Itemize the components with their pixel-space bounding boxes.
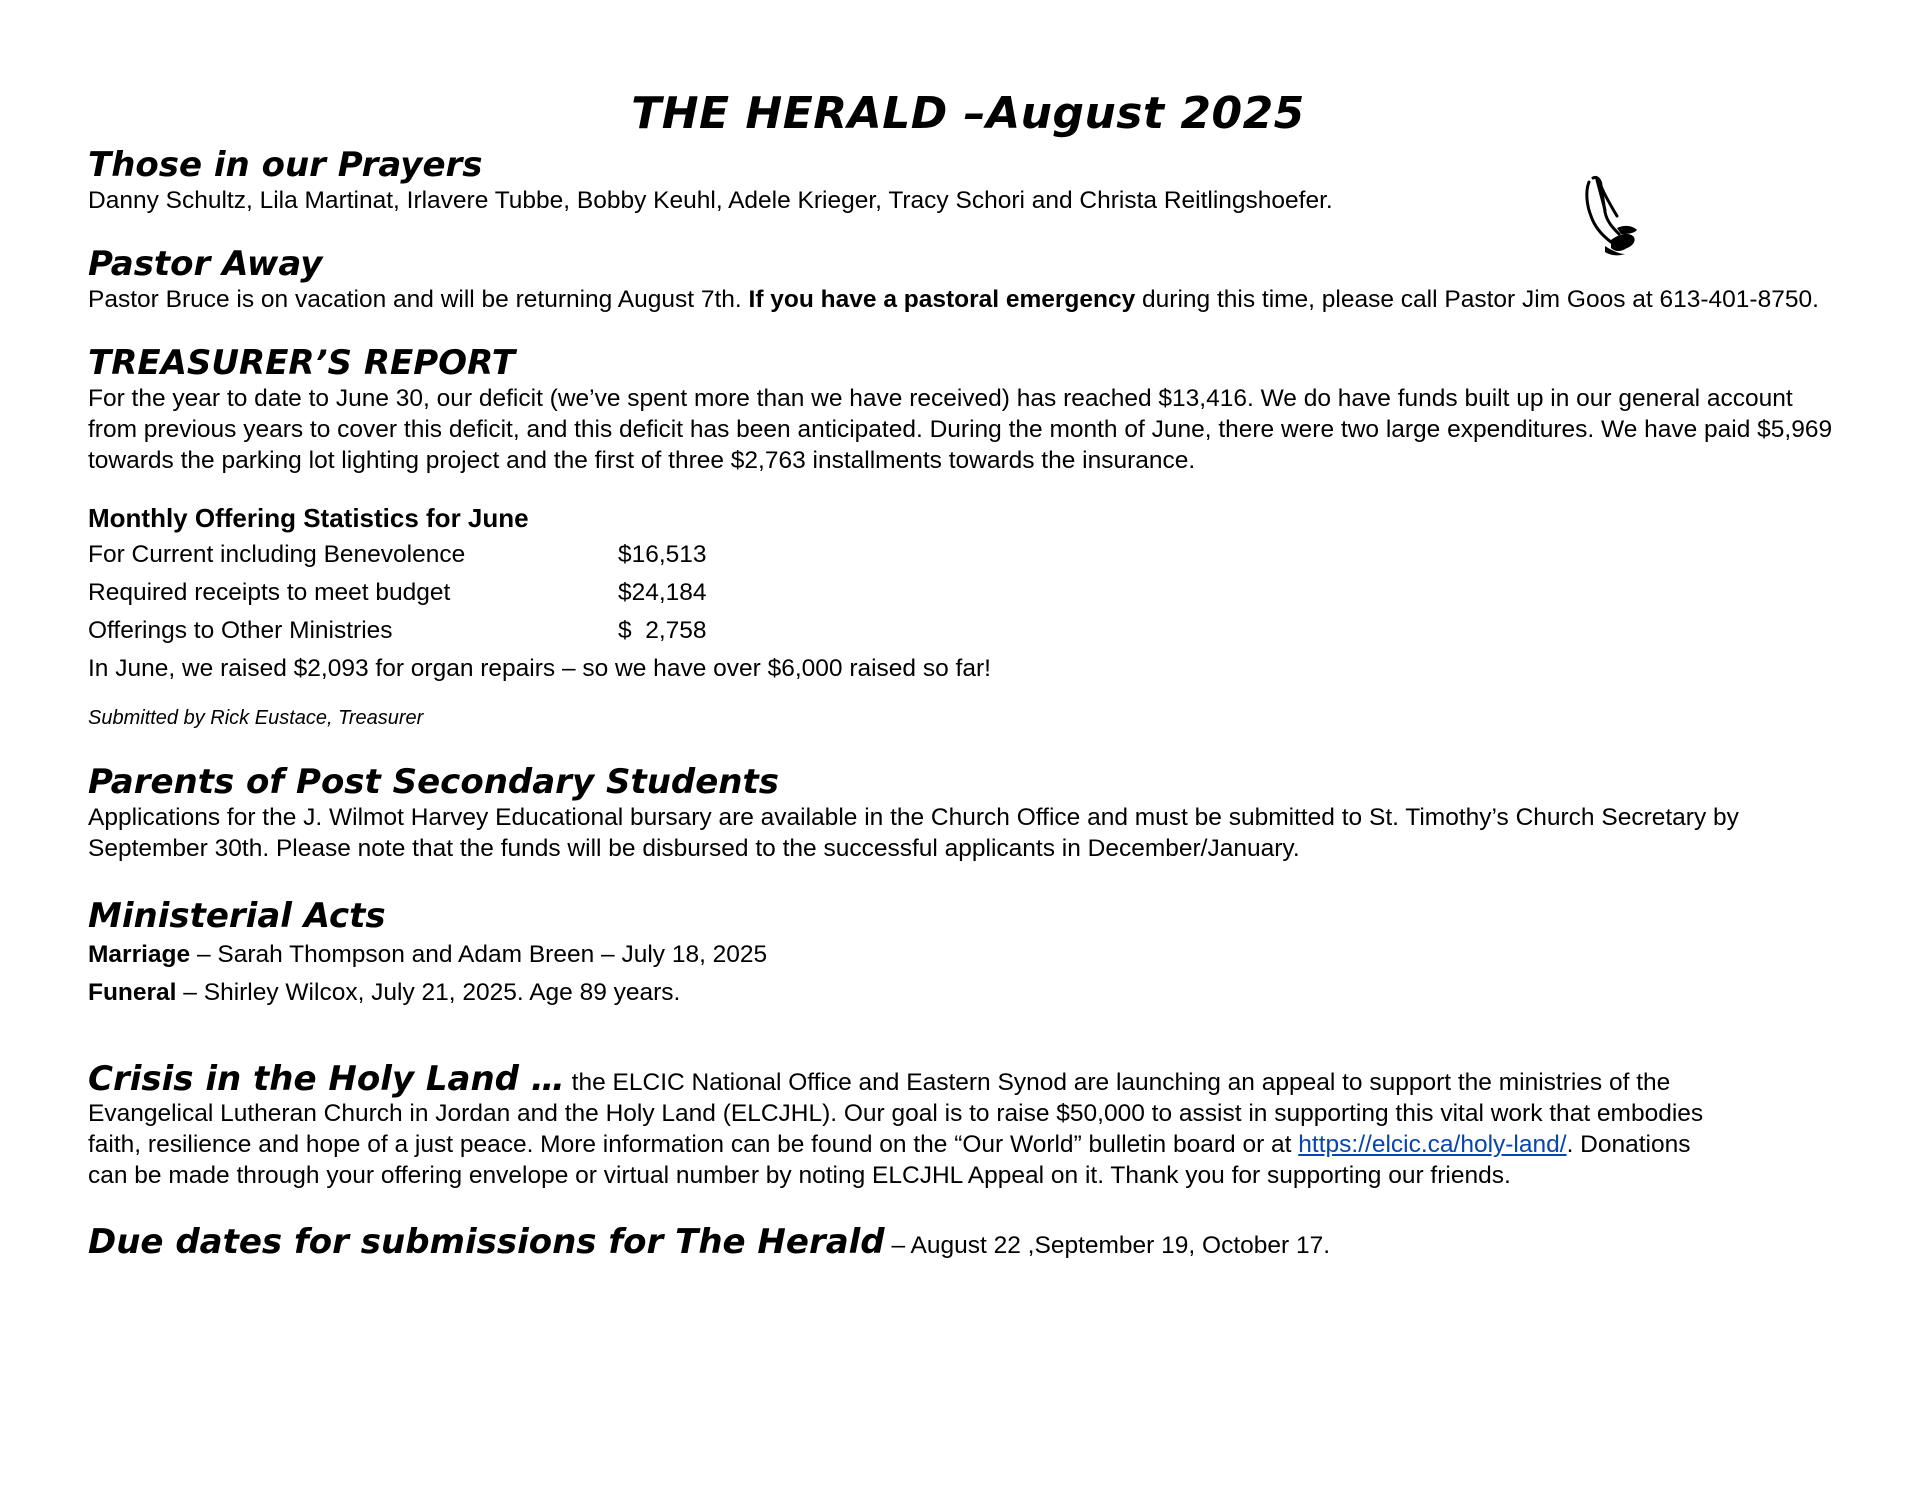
marriage-text: – Sarah Thompson and Adam Breen – July 18, 2025 xyxy=(190,941,768,968)
pastor-text xyxy=(88,284,1848,315)
acts-heading: Ministerial Acts xyxy=(88,896,386,936)
stat-value: $16,513 xyxy=(618,541,707,568)
crisis-section xyxy=(88,1059,1728,1191)
stat-row xyxy=(88,612,1848,650)
crisis-text-end: . Donations can be made through your offering envelope or virtual number by noting ELCJHL Appeal on it. Thank you for supporting our friends. xyxy=(88,1131,1691,1189)
students-section xyxy=(88,762,1848,864)
funeral-row xyxy=(88,974,1848,1012)
stats-heading: Monthly Offering Statistics for June xyxy=(88,503,529,533)
submitted-by: Submitted by Rick Eustace, Treasurer xyxy=(88,707,424,729)
crisis-text-start: the ELCIC National Office and Eastern Synod are launching an appeal to support the ministries of the Evangelical Lutheran Church in Jordan and the Holy Land (ELCJHL). Our goal is to raise $50,000 to assist in supporting this vital work that embodies faith, resilience and hope of a just peace. More information can be found on the “Our World” bulletin board or at xyxy=(88,1069,1704,1158)
pastor-emergency-bold: If you have a pastoral emergency xyxy=(748,286,1136,313)
funeral-label: Funeral xyxy=(88,979,177,1006)
treasurer-heading: TREASURER’S REPORT xyxy=(88,343,515,383)
stat-label: Offerings to Other Ministries xyxy=(88,617,393,644)
stat-label: For Current including Benevolence xyxy=(88,541,466,568)
stat-label: Required receipts to meet budget xyxy=(88,579,451,606)
prayers-text: Danny Schultz, Lila Martinat, Irlavere Tubbe, Bobby Keuhl, Adele Krieger, Tracy Schori and Christa Reitlingshoefer. xyxy=(88,187,1333,214)
marriage-row xyxy=(88,936,1848,974)
offering-statistics xyxy=(88,500,1848,732)
holy-land-link[interactable]: https://elcic.ca/holy-land/ xyxy=(1298,1131,1567,1158)
stat-row xyxy=(88,574,1848,612)
funeral-text: – Shirley Wilcox, July 21, 2025. Age 89 years. xyxy=(176,979,681,1006)
pastor-heading: Pastor Away xyxy=(88,244,323,284)
treasurer-section xyxy=(88,343,1848,732)
crisis-heading: Crisis in the Holy Land … xyxy=(88,1059,565,1099)
crisis-text xyxy=(88,1059,1728,1191)
due-heading: Due dates for submissions for The Herald xyxy=(88,1222,885,1262)
stat-value: $24,184 xyxy=(618,579,707,606)
acts-section xyxy=(88,896,1848,1012)
stat-value: $ 2,758 xyxy=(618,617,707,644)
pastor-text-end: during this time, please call Pastor Jim Goos at 613-401-8750. xyxy=(1135,286,1819,313)
newsletter-page xyxy=(88,88,1848,1261)
prayers-heading: Those in our Prayers xyxy=(88,145,483,185)
newsletter-title: THE HERALD –August 2025 xyxy=(631,88,1305,139)
treasurer-text: For the year to date to June 30, our deficit (we’ve spent more than we have received) has reached $13,416. We do have funds built up in our general account from previous years to cover this deficit, and this deficit has been anticipated. During the month of June, there were two large expenditures. We have paid $5,969 towards the parking lot lighting project and the first of three $2,763 installments towards the insurance. xyxy=(88,385,1833,474)
students-heading: Parents of Post Secondary Students xyxy=(88,762,779,802)
due-dates: – August 22 ,September 19, October 17. xyxy=(884,1232,1331,1259)
due-section xyxy=(88,1222,1848,1262)
organ-note: In June, we raised $2,093 for organ repairs – so we have over $6,000 raised so far! xyxy=(88,655,991,682)
pastor-text-start: Pastor Bruce is on vacation and will be returning August 7th. xyxy=(88,286,749,313)
pastor-section xyxy=(88,244,1848,315)
students-text: Applications for the J. Wilmot Harvey Educational bursary are available in the Church Office and must be submitted to St. Timothy’s Church Secretary by September 30th. Please note that the funds will be disbursed to the successful applicants in December/January. xyxy=(88,804,1739,862)
due-text xyxy=(88,1222,1848,1262)
stat-row xyxy=(88,536,1848,574)
marriage-label: Marriage xyxy=(88,941,191,968)
